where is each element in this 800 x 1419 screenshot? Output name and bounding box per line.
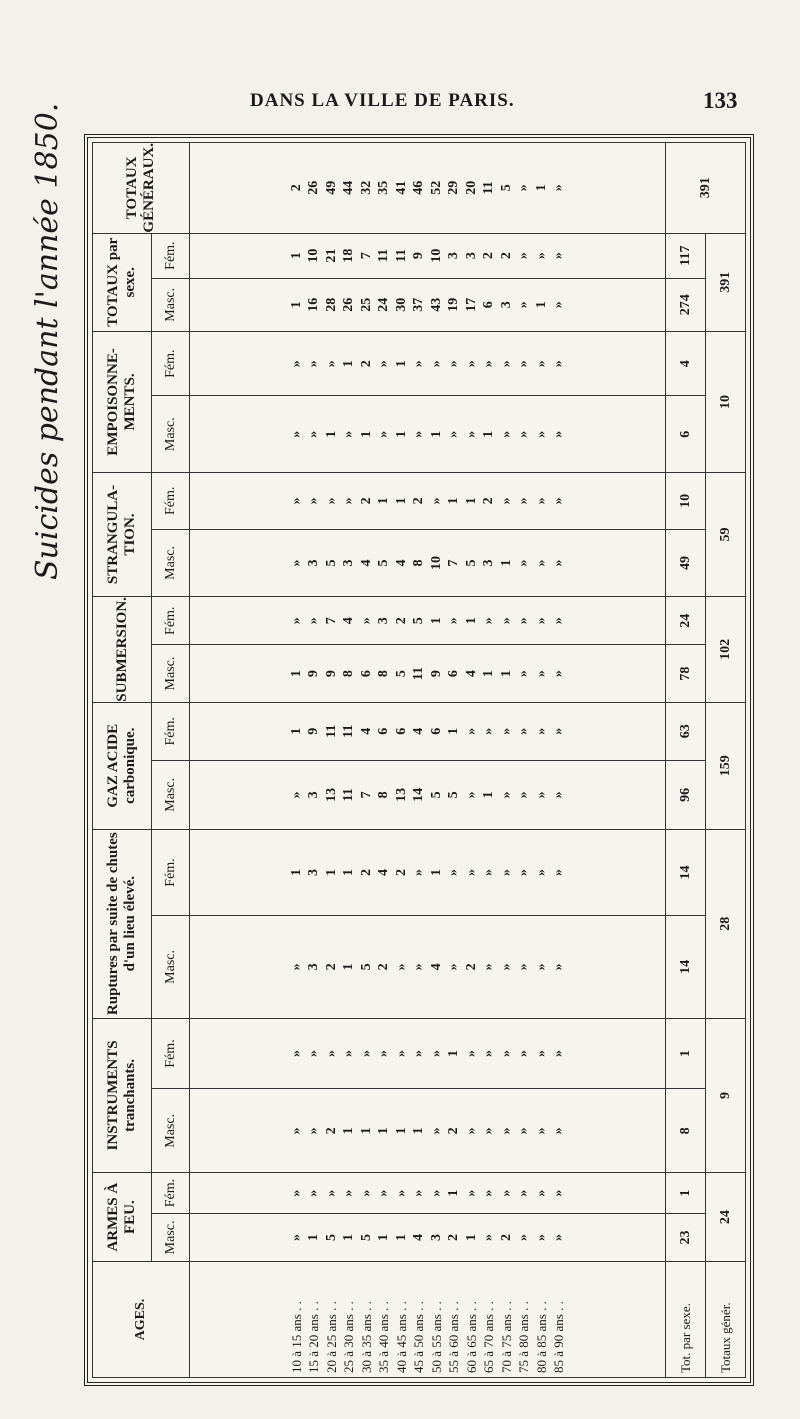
- totaux-gener-label: Totaux génér.: [706, 1262, 746, 1378]
- instruments-tot-fem: 1: [666, 1018, 706, 1089]
- fem-label: Fém.: [152, 331, 190, 396]
- instruments-masc-values: » » 2 1 1 1 1 1 » 2 » » » » » »: [190, 1089, 666, 1173]
- totaux-tot-fem: 117: [666, 233, 706, 278]
- empoisonnements-tot-masc: 6: [666, 396, 706, 472]
- ruptures-total: 28: [706, 829, 746, 1018]
- empoisonnements-masc-values: » » 1 » 1 » 1 » 1 » » 1 » » » »: [190, 396, 666, 472]
- strangulation-fem-values: » » » » 2 1 1 2 » 1 1 2 » » » »: [190, 472, 666, 529]
- masc-label: Masc.: [152, 1213, 190, 1261]
- fem-label: Fém.: [152, 233, 190, 278]
- submersion-tot-fem: 24: [666, 597, 706, 645]
- fem-label: Fém.: [152, 829, 190, 915]
- strangulation-masc-values: » 3 5 3 4 5 4 8 10 7 5 3 1 » » »: [190, 529, 666, 596]
- submersion-tot-masc: 78: [666, 645, 706, 702]
- group-header-armes: ARMES À FEU.: [93, 1173, 152, 1262]
- group-header-totaux-sexe: TOTAUX par sexe.: [93, 233, 152, 331]
- totaux-fem-values: 1 10 21 18 7 11 11 9 10 3 3 2 2 » » »: [190, 233, 666, 278]
- masc-label: Masc.: [152, 760, 190, 829]
- armes-fem-values: » » » » » » » » » 1 » » » » » »: [190, 1173, 666, 1214]
- masc-label: Masc.: [152, 278, 190, 331]
- fem-label: Fém.: [152, 1018, 190, 1089]
- group-header-submersion: SUBMERSION.: [93, 597, 152, 703]
- submersion-total: 102: [706, 597, 746, 703]
- page-header: [0, 88, 800, 118]
- ruptures-tot-masc: 14: [666, 916, 706, 1018]
- gaz-fem-values: 1 9 11 11 4 6 6 4 6 1 » » » » » »: [190, 702, 666, 760]
- submersion-fem-values: » » 7 4 » 3 2 5 1 » 1 » » » » »: [190, 597, 666, 645]
- masc-label: Masc.: [152, 396, 190, 472]
- strangulation-tot-fem: 10: [666, 472, 706, 529]
- strangulation-total: 59: [706, 472, 746, 596]
- group-header-strangulation: STRANGULA-TION.: [93, 472, 152, 596]
- group-header-gaz: GAZ ACIDE carbonique.: [93, 702, 152, 829]
- submersion-masc-values: 1 9 9 8 6 8 5 11 9 6 4 1 1 » » »: [190, 645, 666, 702]
- armes-tot-masc: 23: [666, 1213, 706, 1261]
- totaux-tot-masc: 274: [666, 278, 706, 331]
- instruments-tot-masc: 8: [666, 1089, 706, 1173]
- gaz-tot-fem: 63: [666, 702, 706, 760]
- caption-text: Suicides pendant l'année 1850.: [30, 102, 65, 580]
- totaux-generaux-header: TOTAUX GÉNÉRAUX.: [93, 143, 190, 234]
- masc-label: Masc.: [152, 645, 190, 702]
- gaz-masc-values: » 3 13 11 7 8 13 14 5 5 » 1 » » » »: [190, 760, 666, 829]
- gaz-tot-masc: 96: [666, 760, 706, 829]
- fem-label: Fém.: [152, 702, 190, 760]
- armes-tot-fem: 1: [666, 1173, 706, 1214]
- armes-total: 24: [706, 1173, 746, 1262]
- totaux-generaux-total: 391: [666, 143, 746, 234]
- totaux-masc-values: 1 16 28 26 25 24 30 37 43 19 17 6 3 » 1 »: [190, 278, 666, 331]
- tot-par-sexe-label: Tot. par sexe.: [666, 1262, 706, 1378]
- ruptures-tot-fem: 14: [666, 829, 706, 915]
- instruments-total: 9: [706, 1018, 746, 1173]
- group-header-empoisonnements: EMPOISONNE-MENTS.: [93, 331, 152, 472]
- group-header-ruptures: Ruptures par suite de chutes d'un lieu élevé.: [93, 829, 152, 1018]
- instruments-fem-values: » » » » » » » » » 1 » » » » » »: [190, 1018, 666, 1089]
- table-caption: [30, 0, 80, 580]
- fem-label: Fém.: [152, 597, 190, 645]
- ruptures-masc-values: » 3 2 1 5 2 » » 4 » 2 » » » » »: [190, 916, 666, 1018]
- totaux-sexe-total: 391: [706, 233, 746, 331]
- empoisonnements-fem-values: » » » 1 2 » 1 » » » » » » » » »: [190, 331, 666, 396]
- fem-label: Fém.: [152, 472, 190, 529]
- running-title: DANS LA VILLE DE PARIS.: [250, 90, 515, 111]
- totaux-generaux-values: 2 26 49 44 32 35 41 46 52 29 20 11 5 » 1 »: [190, 143, 666, 234]
- fem-label: Fém.: [152, 1173, 190, 1214]
- ruptures-fem-values: 1 3 1 1 2 4 2 » 1 » » » » » » »: [190, 829, 666, 915]
- strangulation-tot-masc: 49: [666, 529, 706, 596]
- masc-label: Masc.: [152, 1089, 190, 1173]
- rotated-table: [92, 142, 746, 1378]
- suicide-table: [92, 142, 746, 1378]
- age-ranges: 10 à 15 ans . . 15 à 20 ans . . 20 à 25 ans . . 25 à 30 ans . . 30 à 35 ans . . 35 à 40 ans . . 40 à 45 ans . . 45 à 50 ans . . 50 à 55 ans . . 55 à 60 ans . . 60 à 65 ans . . 65 à 70 ans . . 70 à 75 ans . . 75 à 80 ans . . 80 à 85 ans . . 85 à 90 ans . .: [190, 1262, 666, 1378]
- age-header: AGES.: [93, 1262, 190, 1378]
- masc-label: Masc.: [152, 529, 190, 596]
- group-header-instruments: INSTRUMENTS tranchants.: [93, 1018, 152, 1173]
- empoisonnements-total: 10: [706, 331, 746, 472]
- table-frame: [84, 134, 754, 1386]
- page-number: 133: [703, 88, 738, 113]
- masc-label: Masc.: [152, 916, 190, 1018]
- gaz-total: 159: [706, 702, 746, 829]
- empoisonnements-tot-fem: 4: [666, 331, 706, 396]
- armes-masc-values: » 1 5 1 5 1 1 4 3 2 1 » 2 » » »: [190, 1213, 666, 1261]
